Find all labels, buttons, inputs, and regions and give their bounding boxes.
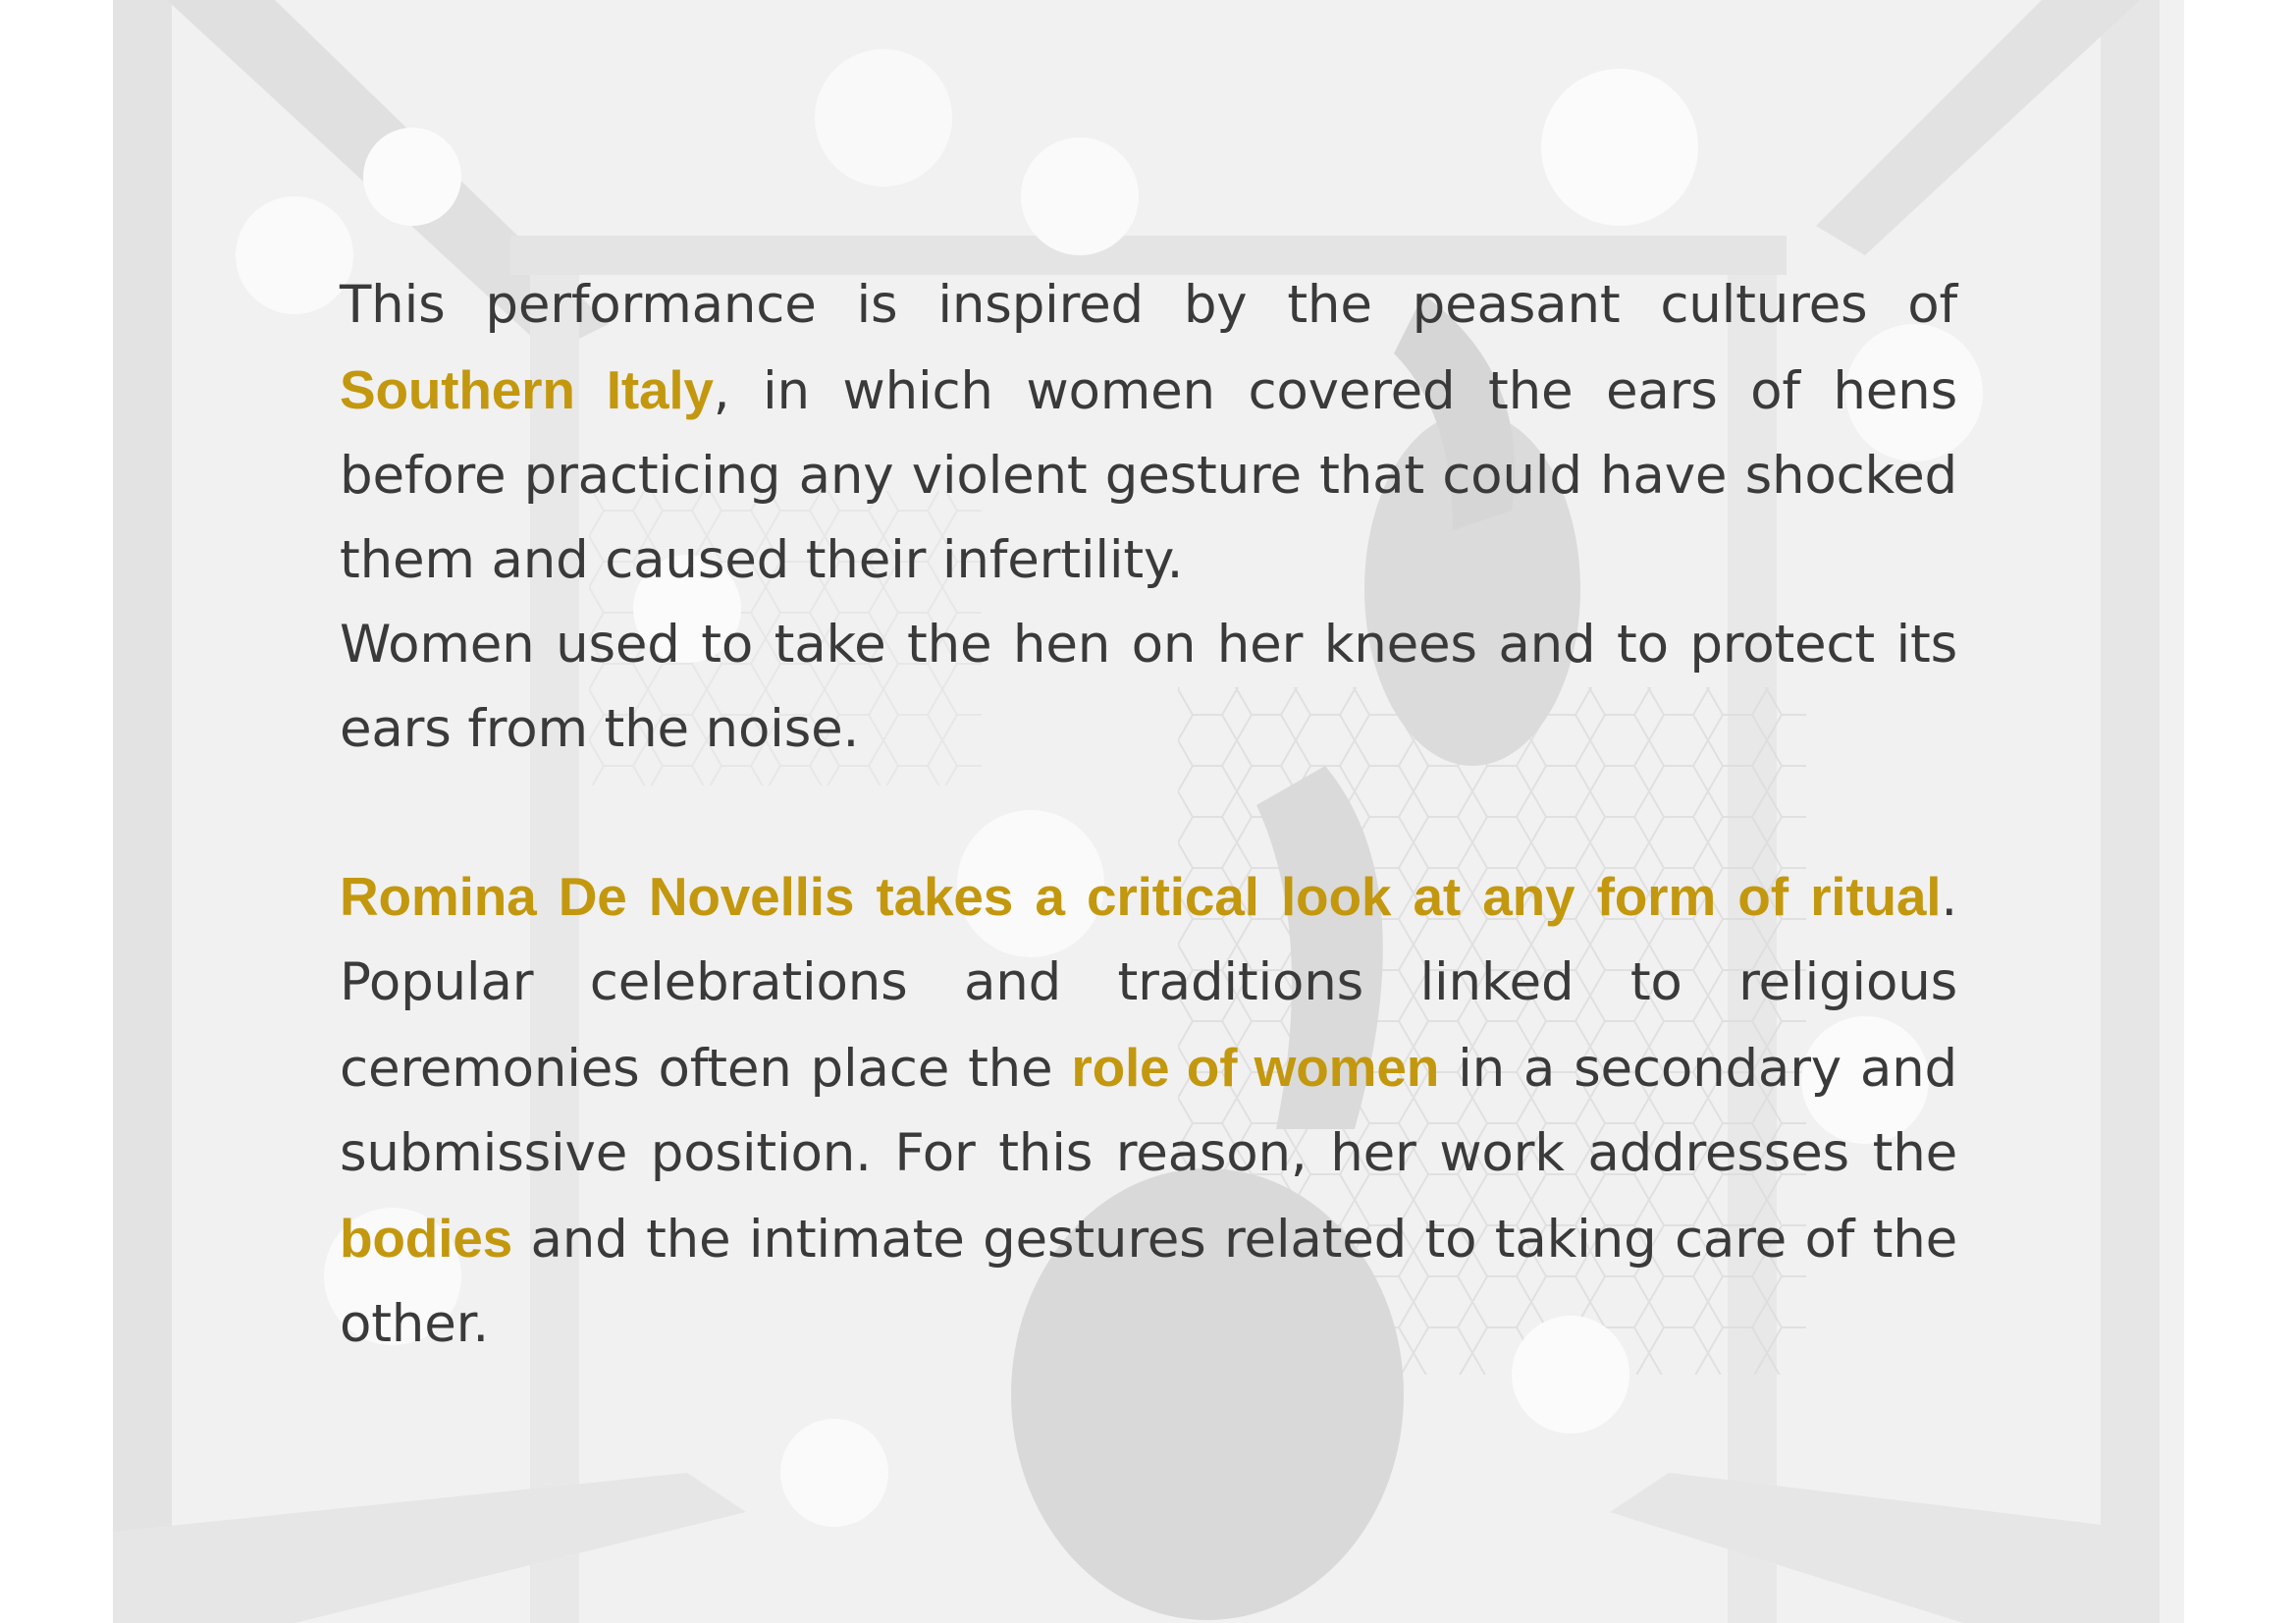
highlight-artist-ritual: Romina De Novellis takes a critical look at any form of ritual (340, 866, 1942, 927)
highlight-southern-italy: Southern Italy (340, 359, 714, 420)
intro-text-continued: , in which women covered the ears of hens before practicing any violent gesture that could have shocked them and caused their infertility. (340, 361, 1957, 590)
highlight-bodies: bodies (340, 1208, 513, 1269)
artist-text-2: in a secondary and submissive position. For this reason, her work addresses the (340, 1039, 1957, 1183)
artist-text-3: and the intimate gestures related to taking care of the other. (340, 1210, 1957, 1354)
hen-ears-sentence: Women used to take the hen on her knees and to protect its ears from the noise. (340, 615, 1957, 759)
intro-text-start: This performance is inspired by the peasant cultures of (340, 275, 1957, 335)
highlight-role-of-women: role of women (1071, 1037, 1440, 1098)
artist-text-1: . Popular celebrations and traditions linked to religious ceremonies often place the (340, 868, 1957, 1099)
artist-paragraph (340, 854, 1957, 1367)
intro-paragraph (340, 263, 1957, 772)
